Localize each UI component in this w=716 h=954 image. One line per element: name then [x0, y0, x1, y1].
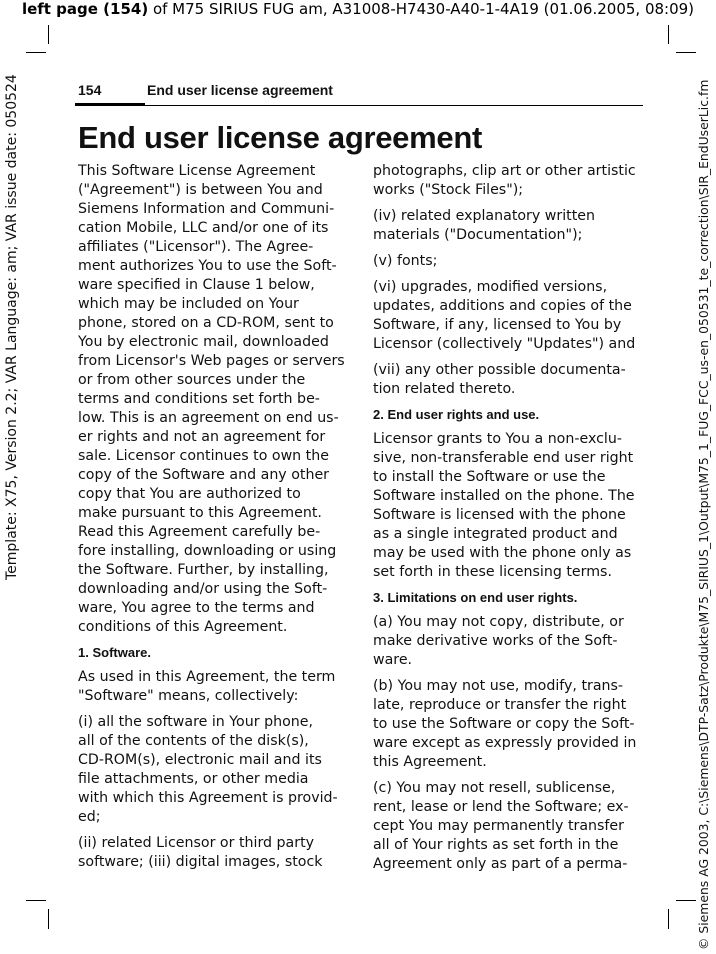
print-header	[0, 0, 716, 18]
page-number: 154	[78, 82, 102, 98]
paragraph	[373, 361, 643, 399]
text-line: sale. Licensor continues to own the	[78, 448, 329, 464]
text-line: er rights and not an agreement for	[78, 429, 326, 445]
crop-mark	[676, 52, 696, 53]
text-line: or from other sources under the	[78, 372, 306, 388]
text-line: (vii) any other possible documenta-	[373, 362, 626, 378]
text-line: You by electronic mail, downloaded	[78, 334, 329, 350]
text-line: ("Agreement") is between You and	[78, 182, 323, 198]
text-line: low. This is an agreement on end us-	[78, 410, 339, 426]
section-heading	[373, 406, 643, 424]
header-rule-thin	[145, 105, 643, 106]
text-line: Read this Agreement carefully be-	[78, 524, 321, 540]
text-line: cept You may permanently transfer	[373, 818, 624, 834]
crop-mark	[668, 909, 669, 929]
text-line: (i) all the software in Your phone,	[78, 714, 313, 730]
text-line: 1. Software.	[78, 645, 151, 660]
text-line: Licensor (collectively "Updates") and	[373, 336, 636, 352]
text-line: ware, You agree to the terms and	[78, 600, 315, 616]
text-line: all of the contents of the disk(s),	[78, 733, 309, 749]
text-line: affiliates ("Licensor"). The Agree-	[78, 239, 314, 255]
page-title: End user license agreement	[78, 120, 482, 155]
paragraph	[78, 713, 350, 827]
text-line: with which this Agreement is provid-	[78, 790, 338, 806]
text-line: Licensor grants to You a non-exclu-	[373, 431, 622, 447]
text-line: Software installed on the phone. The	[373, 488, 635, 504]
text-line: phone, stored on a CD-ROM, sent to	[78, 315, 334, 331]
text-line: terms and conditions set forth be-	[78, 391, 320, 407]
paragraph	[78, 834, 350, 872]
text-line: 3. Limitations on end user rights.	[373, 590, 578, 605]
text-line: copy that You are authorized to	[78, 486, 301, 502]
text-line: ment authorizes You to use the Soft-	[78, 258, 337, 274]
section-heading	[78, 644, 350, 662]
text-line: Agreement only as part of a perma-	[373, 856, 628, 872]
text-line: tion related thereto.	[373, 381, 516, 397]
template-info: Template: X75, Version 2.2; VAR Language: am; VAR issue date: 050524	[4, 74, 20, 580]
text-line: Software, if any, licensed to You by	[373, 317, 622, 333]
paragraph	[373, 430, 643, 582]
text-line: make pursuant to this Agreement.	[78, 505, 322, 521]
paragraph	[78, 668, 350, 706]
crop-mark	[48, 909, 49, 929]
text-line: (v) fonts;	[373, 253, 438, 269]
text-line: (ii) related Licensor or third party	[78, 835, 315, 851]
paragraph	[373, 252, 643, 271]
text-line: set forth in these licensing terms.	[373, 564, 612, 580]
text-line: ware except as expressly provided in	[373, 735, 637, 751]
left-column	[78, 162, 350, 879]
text-line: from Licensor's Web pages or servers	[78, 353, 345, 369]
paragraph	[373, 779, 643, 874]
text-line: 2. End user rights and use.	[373, 407, 540, 422]
section-title: End user license agreement	[147, 82, 333, 98]
template-sidebar	[2, 60, 22, 580]
text-line: make derivative works of the Soft-	[373, 633, 618, 649]
text-line: works ("Stock Files");	[373, 182, 524, 198]
text-line: which may be included on Your	[78, 296, 299, 312]
text-line: As used in this Agreement, the term	[78, 669, 336, 685]
text-line: photographs, clip art or other artistic	[373, 163, 636, 179]
paragraph	[373, 613, 643, 670]
text-line: all of Your rights as set forth in the	[373, 837, 619, 853]
paragraph	[373, 207, 643, 245]
text-line: sive, non-transferable end user right	[373, 450, 634, 466]
text-line: (b) You may not use, modify, trans-	[373, 678, 624, 694]
text-line: downloading and/or using the Soft-	[78, 581, 328, 597]
text-line: as a single integrated product and	[373, 526, 618, 542]
text-line: (c) You may not resell, sublicense,	[373, 780, 616, 796]
text-line: (a) You may not copy, distribute, or	[373, 614, 624, 630]
print-header-rest: of M75 SIRIUS FUG am, A31008-H7430-A40-1-4A19 (01.06.2005, 08:09)	[148, 0, 695, 18]
text-line: software; (iii) digital images, stock	[78, 854, 323, 870]
crop-mark	[26, 900, 46, 901]
text-line: may be used with the phone only as	[373, 545, 632, 561]
copyright-sidebar	[694, 40, 714, 950]
text-line: (vi) upgrades, modified versions,	[373, 279, 608, 295]
paragraph	[78, 162, 350, 637]
crop-mark	[48, 25, 49, 44]
text-line: materials ("Documentation");	[373, 227, 583, 243]
text-line: CD-ROM(s), electronic mail and its	[78, 752, 322, 768]
text-line: This Software License Agreement	[78, 163, 316, 179]
print-header-prefix: left page (154)	[21, 0, 149, 18]
crop-mark	[26, 52, 46, 53]
crop-mark	[668, 25, 669, 44]
text-line: copy of the Software and any other	[78, 467, 330, 483]
paragraph	[373, 278, 643, 354]
text-line: the Software. Further, by installing,	[78, 562, 329, 578]
section-heading	[373, 589, 643, 607]
text-line: updates, additions and copies of the	[373, 298, 632, 314]
text-line: ed;	[78, 809, 101, 825]
text-line: ware.	[373, 652, 413, 668]
text-line: late, reproduce or transfer the right	[373, 697, 627, 713]
text-line: rent, lease or lend the Software; ex-	[373, 799, 629, 815]
text-line: to use the Software or copy the Soft-	[373, 716, 635, 732]
paragraph	[373, 677, 643, 772]
text-line: "Software" means, collectively:	[78, 688, 299, 704]
text-line: this Agreement.	[373, 754, 487, 770]
text-line: file attachments, or other media	[78, 771, 309, 787]
crop-mark	[676, 900, 696, 901]
text-line: ware specified in Clause 1 below,	[78, 277, 315, 293]
text-line: Siemens Information and Communi-	[78, 201, 335, 217]
text-line: (iv) related explanatory written	[373, 208, 596, 224]
text-line: Software is licensed with the phone	[373, 507, 626, 523]
text-line: conditions of this Agreement.	[78, 619, 288, 635]
text-line: to install the Software or use the	[373, 469, 606, 485]
text-line: cation Mobile, LLC and/or one of its	[78, 220, 329, 236]
text-line: fore installing, downloading or using	[78, 543, 337, 559]
right-column	[373, 162, 643, 881]
copyright-path: © Siemens AG 2003, C:\Siemens\DTP-Satz\Produkte\M75_SIRIUS_1\Output\M75_1_FUG_FCC_us-en_050531_te_correction\SIR_EndUserLic.fm	[696, 79, 711, 950]
header-rule-thick	[75, 103, 145, 106]
paragraph	[373, 162, 643, 200]
